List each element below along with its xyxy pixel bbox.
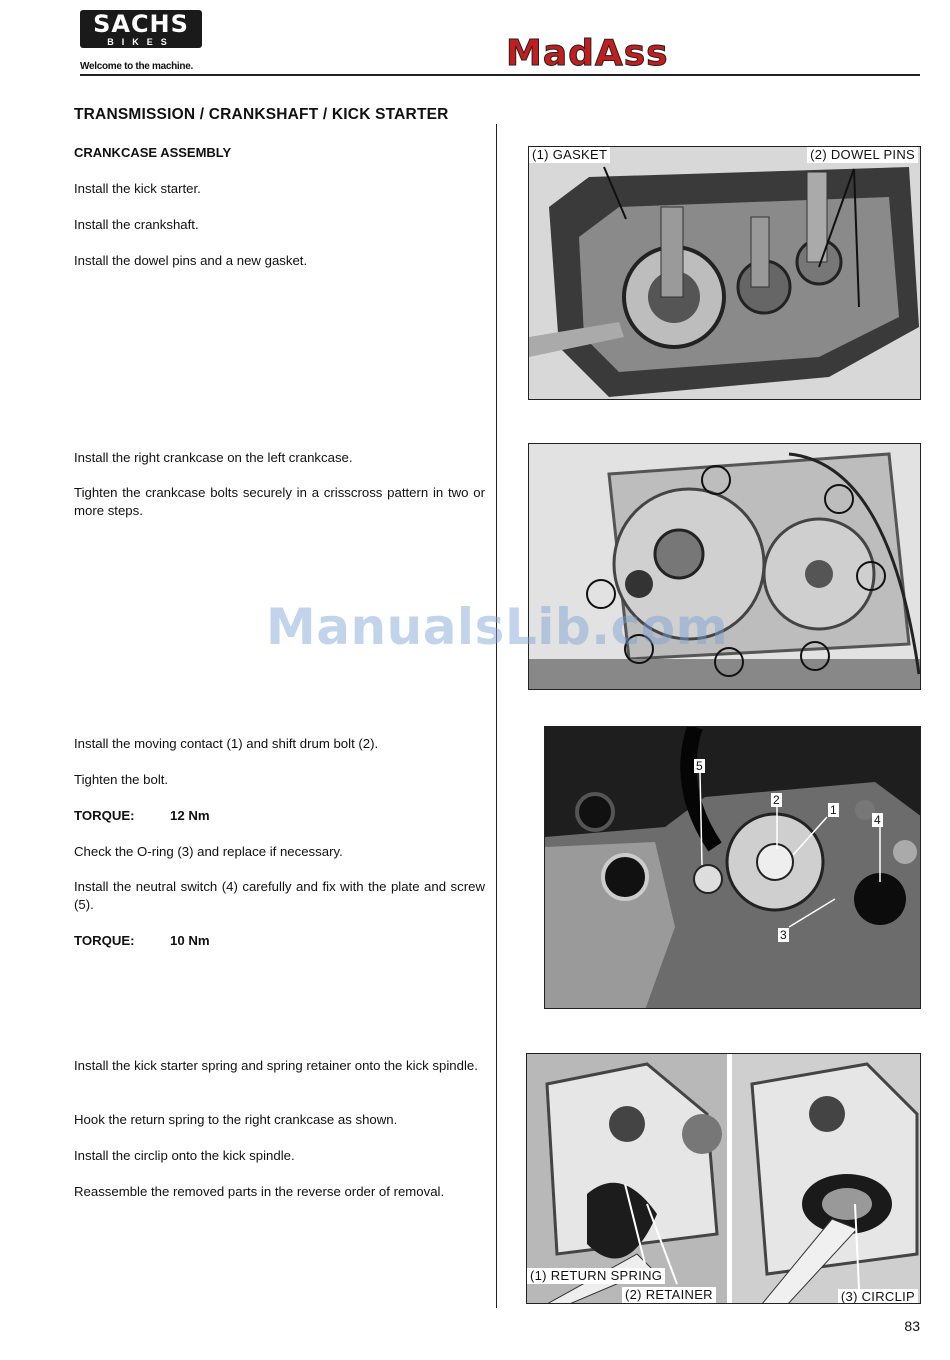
instruction-text: Install the right crankcase on the left crankcase.: [74, 450, 353, 465]
instruction-text: Tighten the bolt.: [74, 772, 169, 787]
instruction-text: Install the crankshaft.: [74, 217, 199, 232]
caption-gasket: (1) GASKET: [529, 147, 610, 163]
instruction-text: Install the circlip onto the kick spindle.: [74, 1148, 295, 1163]
caption-return-spring: (1) RETURN SPRING: [527, 1268, 665, 1284]
photo-neutral-switch: [544, 726, 921, 1009]
instruction-text: Install the kick starter.: [74, 181, 201, 196]
header-rule: [80, 74, 920, 76]
torque-value: 10 Nm: [170, 933, 210, 948]
callout-3: 3: [780, 928, 787, 942]
instruction-text: Tighten the crankcase bolts securely in a crisscross pattern in two or more steps.: [74, 485, 485, 518]
torque-value: 12 Nm: [170, 808, 210, 823]
callout-4: 4: [874, 813, 881, 827]
torque-label: TORQUE:: [74, 808, 135, 823]
logo-line1: SACHS: [93, 10, 189, 38]
callout-2: 2: [773, 793, 780, 807]
section-title: TRANSMISSION / CRANKSHAFT / KICK STARTER: [74, 106, 449, 123]
torque-spec: [74, 807, 485, 825]
caption-dowel-pins: (2) DOWEL PINS: [807, 147, 918, 163]
instruction-text: Check the O-ring (3) and replace if necessary.: [74, 844, 343, 859]
page-number: 83: [904, 1318, 920, 1334]
callout-5: 5: [696, 759, 703, 773]
instruction-text: Install the neutral switch (4) carefully and fix with the plate and screw (5).: [74, 879, 485, 912]
instruction-text: Install the dowel pins and a new gasket.: [74, 253, 308, 268]
torque-spec: [74, 932, 485, 950]
photo-crankcase-gasket: [528, 146, 921, 400]
instruction-text: Hook the return spring to the right crankcase as shown.: [74, 1112, 398, 1127]
instruction-text: Install the kick starter spring and spring retainer onto the kick spindle.: [74, 1058, 478, 1073]
column-divider: [496, 124, 497, 1308]
instruction-text: Reassemble the removed parts in the reverse order of removal.: [74, 1184, 445, 1199]
callout-1: 1: [830, 803, 837, 817]
logo-line2: BIKES: [107, 37, 175, 47]
tagline: Welcome to the machine.: [80, 61, 193, 72]
subsection-title: CRANKCASE ASSEMBLY: [74, 145, 232, 160]
instruction-text: Install the moving contact (1) and shift drum bolt (2).: [74, 736, 379, 751]
madass-brand-logo: MadAss: [506, 33, 669, 74]
watermark: ManualsLib.com: [266, 598, 729, 656]
photo-kick-starter-spring: [526, 1053, 921, 1304]
caption-retainer: (2) RETAINER: [622, 1287, 716, 1303]
caption-circlip: (3) CIRCLIP: [838, 1289, 918, 1304]
torque-label: TORQUE:: [74, 933, 135, 948]
sachs-bikes-logo: [80, 10, 202, 48]
